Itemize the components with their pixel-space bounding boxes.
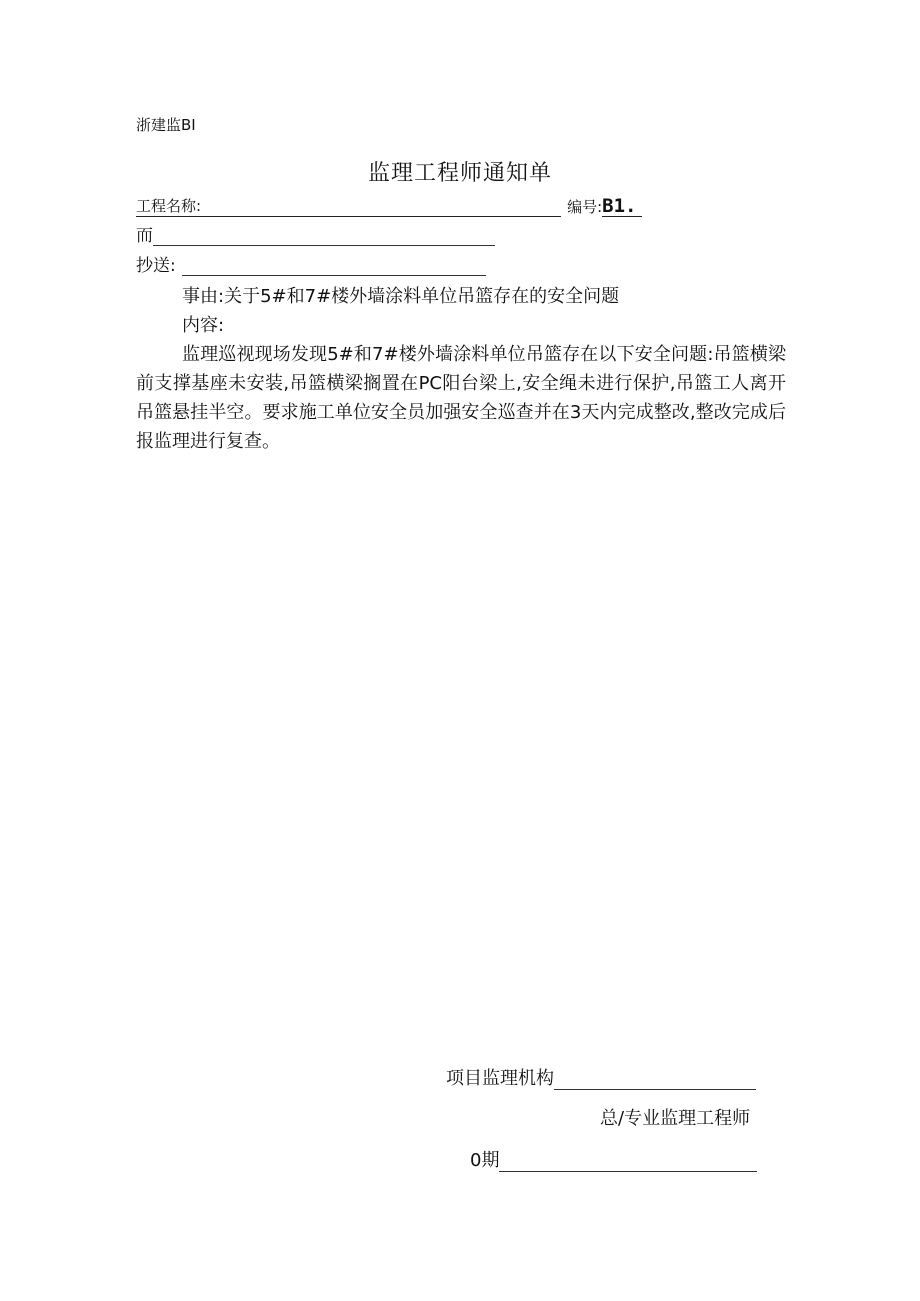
cc-row — [136, 256, 486, 276]
date-label: 0期 — [470, 1150, 500, 1171]
to-row — [136, 226, 495, 246]
page-title: 监理工程师通知单 — [367, 161, 552, 186]
subject-value: 关于5#和7#楼外墙涂料单位吊篮存在的安全问题 — [224, 286, 620, 307]
content-body: 监理巡视现场发现5#和7#楼外墙涂料单位吊篮存在以下安全问题:吊篮横梁前支撑基座未安装,吊篮横梁搁置在PC阳台梁上,安全绳未进行保护,吊篮工人离开吊篮悬挂半空。要求施工单位安全员加强安全巡查并在3天内完成整改,整改完成后报监理进行复查。 — [136, 344, 786, 452]
date-row — [470, 1146, 757, 1172]
project-name-field[interactable] — [201, 200, 561, 217]
form-code: 浙建监BI — [136, 116, 196, 134]
subject-line — [182, 282, 619, 311]
to-label: 而 — [136, 226, 153, 246]
cc-label: 抄送: — [136, 256, 176, 276]
subject-label: 事由: — [182, 286, 225, 307]
content-label: 内容: — [182, 315, 225, 336]
cc-field[interactable] — [182, 259, 486, 276]
serial-label: 编号: — [567, 198, 603, 216]
project-name-label: 工程名称: — [136, 197, 202, 215]
supervision-org-label: 项目监理机构 — [446, 1068, 554, 1089]
project-name-row — [136, 196, 642, 217]
engineer-label: 总/专业监理工程师 — [600, 1108, 751, 1129]
date-field[interactable] — [499, 1157, 757, 1172]
supervision-org-field[interactable] — [554, 1075, 756, 1090]
to-field[interactable] — [153, 229, 495, 246]
serial-value: B1. — [602, 196, 642, 217]
supervision-org-row — [446, 1064, 756, 1090]
